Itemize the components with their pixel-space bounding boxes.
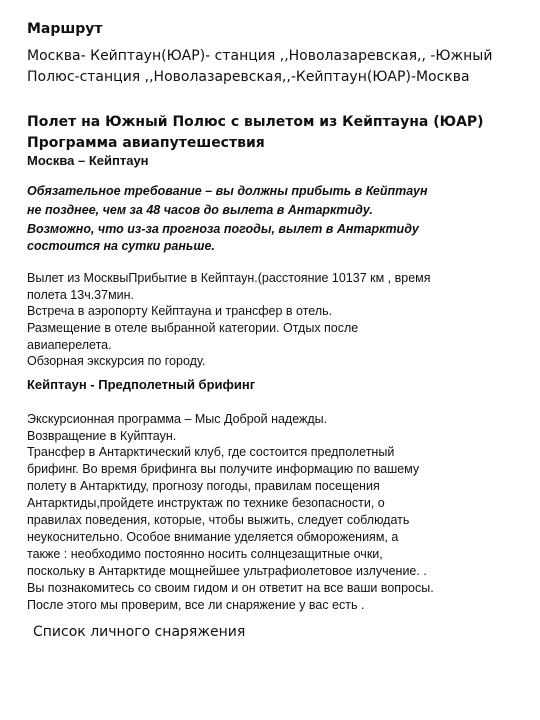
route-line-2: Полюс-станция ,,Новолазаревская,,-Кейптаун(ЮАР)-Москва (27, 69, 470, 85)
requirement-note-line: состоится на сутки раньше. (27, 239, 215, 253)
paragraph-line: также : необходимо постоянно носить солнцезащитные очки, (27, 547, 383, 561)
requirement-note-line: Обязательное требование – вы должны прибыть в Кейптаун (27, 184, 428, 198)
program-title: Программа авиапутешествия (27, 135, 265, 151)
requirement-note-line: не позднее, чем за 48 часов до вылета в Антарктиду. (27, 203, 373, 217)
section-heading-moscow-capetown: Москва – Кейптаун (27, 153, 149, 168)
flight-title: Полет на Южный Полюс с вылетом из Кейптауна (ЮАР) (27, 114, 484, 130)
requirement-note-line: Возможно, что из-за прогноза погоды, вылет в Антарктиду (27, 222, 419, 236)
paragraph-line: Размещение в отеле выбранной категории. Отдых после (27, 321, 359, 335)
route-line-1: Москва- Кейптаун(ЮАР)- станция ,,Новолазаревская,, -Южный (27, 48, 493, 64)
route-title: Маршрут (27, 21, 103, 37)
paragraph-line: Обзорная экскурсия по городу. (27, 354, 206, 368)
paragraph-line: Вылет из МосквыПрибытие в Кейптаун.(расстояние 10137 км , время (27, 271, 431, 285)
paragraph-line: Вы познакомитесь со своим гидом и он ответит на все ваши вопросы. (27, 581, 434, 595)
paragraph-line: полету в Антарктиду, прогнозу погоды, правилам посещения (27, 479, 380, 493)
paragraph-line: Встреча в аэропорту Кейптауна и трансфер в отель. (27, 304, 333, 318)
paragraph-line: Экскурсионная программа – Мыс Доброй надежды. (27, 412, 328, 426)
paragraph-line: неукоснительно. Особое внимание уделяется обморожениям, а (27, 530, 399, 544)
paragraph-line: поскольку в Антарктиде мощнейшее ультрафиолетовое излучение. . (27, 564, 427, 578)
gear-list-title: Список личного снаряжения (33, 624, 246, 640)
paragraph-line: Возвращение в Куйптаун. (27, 429, 177, 443)
paragraph-line: полета 13ч.37мин. (27, 288, 135, 302)
paragraph-line: После этого мы проверим, все ли снаряжение у вас есть . (27, 598, 365, 612)
paragraph-line: правилах поведения, которые, чтобы выжить, следует соблюдать (27, 513, 410, 527)
section-heading-briefing: Кейптаун - Предполетный брифинг (27, 377, 256, 392)
paragraph-line: брифинг. Во время брифинга вы получите информацию по вашему (27, 462, 420, 476)
paragraph-line: Антарктиды,пройдете инструктаж по технике безопасности, о (27, 496, 385, 510)
paragraph-line: авиаперелета. (27, 338, 112, 352)
paragraph-line: Трансфер в Антарктический клуб, где состоится предполетный (27, 445, 395, 459)
